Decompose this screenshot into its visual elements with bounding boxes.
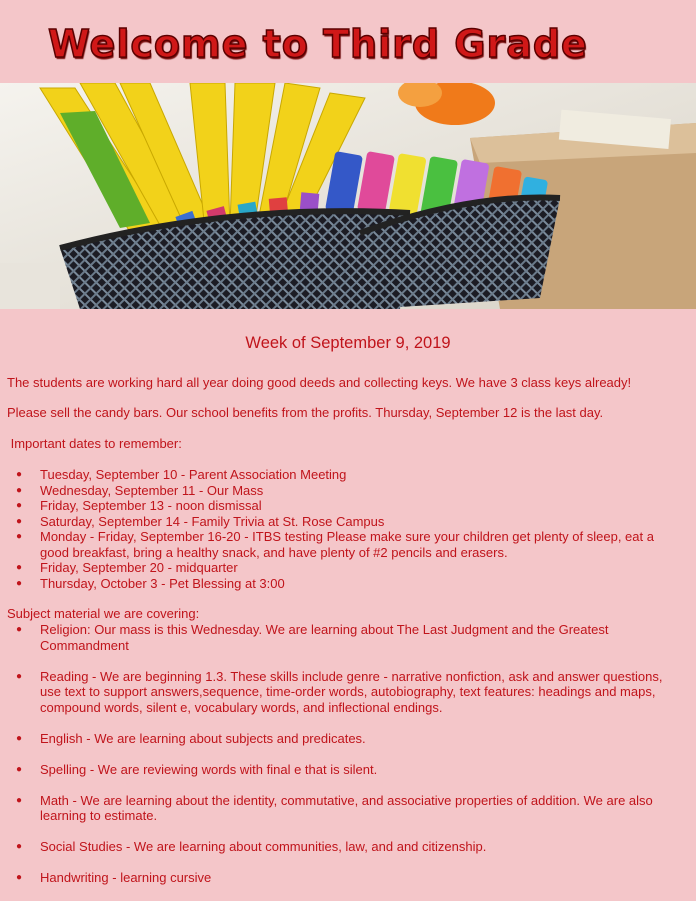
list-item: ● Monday - Friday, September 16-20 - ITBS testing Please make sure your children get plenty of sleep, eat a good breakfast, bring a healthy snack, and have plenty of #2 pencils and erasers. xyxy=(0,529,696,560)
list-item: ● Friday, September 13 - noon dismissal xyxy=(0,498,696,514)
header xyxy=(0,0,696,83)
list-item: ● Handwriting - learning cursive xyxy=(0,870,696,886)
list-item: ● English - We are learning about subjects and predicates. xyxy=(0,731,696,747)
classroom-supplies-photo xyxy=(0,83,696,309)
page-title: Welcome to Third Grade xyxy=(48,22,588,66)
intro-paragraph-keys: The students are working hard all year doing good deeds and collecting keys. We have 3 class keys already! xyxy=(7,375,632,390)
important-dates-label: Important dates to remember: xyxy=(7,436,182,451)
list-item: ● Religion: Our mass is this Wednesday. We are learning about The Last Judgment and the Greatest Commandment xyxy=(0,622,696,653)
important-dates-list xyxy=(0,467,696,591)
list-item: ● Math - We are learning about the identity, commutative, and associative properties of addition. We are also learning to estimate. xyxy=(0,793,696,824)
week-heading: Week of September 9, 2019 xyxy=(245,334,451,352)
intro-paragraph-candy: Please sell the candy bars. Our school benefits from the profits. Thursday, September 12 is the last day. xyxy=(7,405,604,420)
subjects-list xyxy=(0,622,696,901)
list-item: ● Friday, September 20 - midquarter xyxy=(0,560,696,576)
list-item: ● Reading - We are beginning 1.3. These skills include genre - narrative nonfiction, ask and answer questions, use text to support answers,sequence, time-order words, autobiography, text features: headings and maps, compound words, silent e, vocabulary words, and inflectional endings. xyxy=(0,669,696,716)
list-item: ● Spelling - We are reviewing words with final e that is silent. xyxy=(0,762,696,778)
list-item: ● Saturday, September 14 - Family Trivia at St. Rose Campus xyxy=(0,514,696,530)
list-item: ● Tuesday, September 10 - Parent Association Meeting xyxy=(0,467,696,483)
list-item: ● Thursday, October 3 - Pet Blessing at 3:00 xyxy=(0,576,696,592)
list-item: ● Wednesday, September 11 - Our Mass xyxy=(0,483,696,499)
subject-material-label: Subject material we are covering: xyxy=(7,606,200,621)
list-item: ● Social Studies - We are learning about communities, law, and and citizenship. xyxy=(0,839,696,855)
